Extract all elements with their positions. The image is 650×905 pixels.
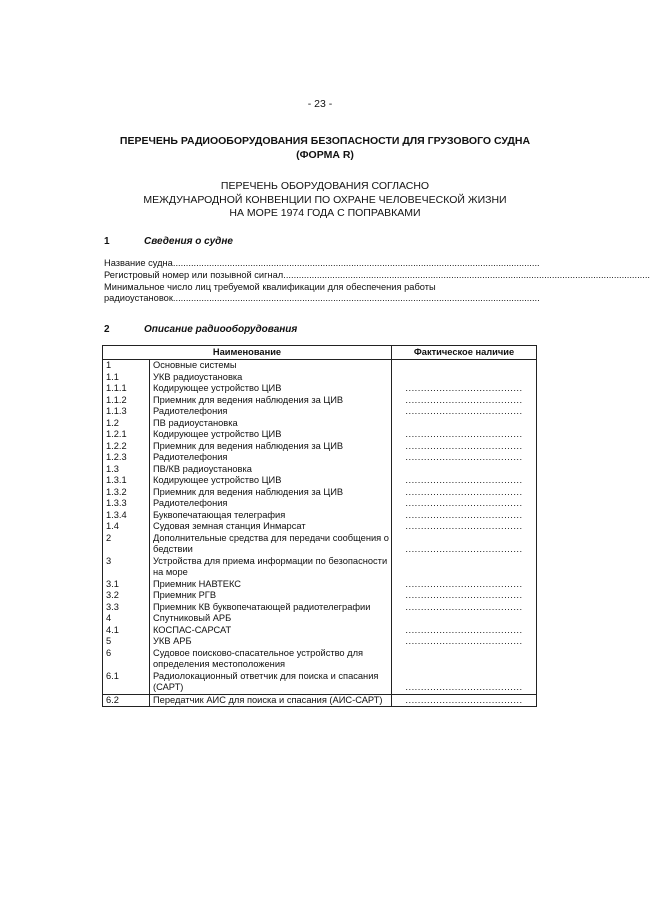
field-label: Минимальное число лиц требуемой квалификации для обеспечения работы <box>104 282 436 292</box>
row-equipment-name: Радиотелефония <box>150 406 392 418</box>
row-number: 1.3.4 <box>103 510 150 522</box>
row-equipment-name: КОСПАС-САРСАТ <box>150 625 392 637</box>
row-equipment-name: Приемник НАВТЕКС <box>150 579 392 591</box>
row-number: 1.3.3 <box>103 498 150 510</box>
field-reg-number <box>104 270 650 280</box>
row-equipment-name: Устройства для приема информации по безопасности на море <box>150 556 392 579</box>
row-availability <box>392 613 537 625</box>
row-number: 1.1.1 <box>103 383 150 395</box>
row-equipment-name: Приемник для ведения наблюдения за ЦИВ <box>150 487 392 499</box>
row-equipment-name: Кодирующее устройство ЦИВ <box>150 429 392 441</box>
row-number: 1.1 <box>103 372 150 384</box>
table-row <box>103 636 537 648</box>
row-number: 6.1 <box>103 671 150 695</box>
row-number: 4 <box>103 613 150 625</box>
row-availability: ...................................... <box>392 383 537 395</box>
row-number: 6.2 <box>103 694 150 707</box>
table-row <box>103 406 537 418</box>
row-equipment-name: Радиолокационный ответчик для поиска и спасания (САРТ) <box>150 671 392 695</box>
field-radio-installations <box>104 293 540 303</box>
row-availability: ...................................... <box>392 510 537 522</box>
row-number: 1.3 <box>103 464 150 476</box>
subtitle-line: ПЕРЕЧЕНЬ ОБОРУДОВАНИЯ СОГЛАСНО <box>220 180 430 192</box>
row-availability: ...................................... <box>392 475 537 487</box>
row-number: 1.1.3 <box>103 406 150 418</box>
row-availability: ...................................... <box>392 521 537 533</box>
field-ship-name <box>104 258 540 268</box>
table-row <box>103 372 537 384</box>
row-availability: ...................................... <box>392 694 537 707</box>
table-row <box>103 464 537 476</box>
row-number: 5 <box>103 636 150 648</box>
table-row <box>103 613 537 625</box>
row-availability: ...................................... <box>392 487 537 499</box>
row-availability <box>392 418 537 430</box>
field-fill-line: .............................................................................................................................................. <box>172 293 540 303</box>
row-availability <box>392 556 537 579</box>
row-equipment-name: Кодирующее устройство ЦИВ <box>150 383 392 395</box>
subtitle-line: МЕЖДУНАРОДНОЙ КОНВЕНЦИИ ПО ОХРАНЕ ЧЕЛОВЕЧЕСКОЙ ЖИЗНИ <box>143 193 507 206</box>
row-equipment-name: ПВ/КВ радиоустановка <box>150 464 392 476</box>
row-number: 3.2 <box>103 590 150 602</box>
row-availability: ...................................... <box>392 636 537 648</box>
col-header-availability: Фактическое наличие <box>392 346 537 360</box>
table-row <box>103 625 537 637</box>
title-line: ПЕРЕЧЕНЬ РАДИООБОРУДОВАНИЯ БЕЗОПАСНОСТИ ДЛЯ ГРУЗОВОГО СУДНА <box>119 135 531 147</box>
field-label: Регистровый номер или позывной сигнал <box>104 270 284 280</box>
row-number: 1 <box>103 360 150 372</box>
section-2-number: 2 <box>104 324 110 335</box>
row-equipment-name: УКВ АРБ <box>150 636 392 648</box>
table-row <box>103 648 537 671</box>
field-label: радиоустановок <box>104 293 173 303</box>
field-fill-line: .............................................................................................................................................. <box>283 270 650 280</box>
table-row <box>103 694 537 707</box>
row-availability: ...................................... <box>392 602 537 614</box>
row-equipment-name: УКВ радиоустановка <box>150 372 392 384</box>
row-availability: ...................................... <box>392 406 537 418</box>
row-availability: ...................................... <box>392 625 537 637</box>
table-row <box>103 602 537 614</box>
row-availability: ...................................... <box>392 579 537 591</box>
row-equipment-name: Основные системы <box>150 360 392 372</box>
row-number: 3.1 <box>103 579 150 591</box>
table-row <box>103 533 537 556</box>
title-line: (ФОРМА R) <box>296 149 354 161</box>
row-number: 1.4 <box>103 521 150 533</box>
row-number: 3 <box>103 556 150 579</box>
row-equipment-name: Передатчик АИС для поиска и спасания (АИС-САРТ) <box>150 694 392 707</box>
row-equipment-name: Буквопечатающая телеграфия <box>150 510 392 522</box>
row-number: 1.1.2 <box>103 395 150 407</box>
table-row <box>103 441 537 453</box>
section-1-title: Сведения о судне <box>144 236 233 247</box>
table-row <box>103 510 537 522</box>
row-availability <box>392 648 537 671</box>
row-equipment-name: Приемник для ведения наблюдения за ЦИВ <box>150 441 392 453</box>
row-availability: ...................................... <box>392 533 537 556</box>
table-row <box>103 487 537 499</box>
row-availability: ...................................... <box>392 498 537 510</box>
row-equipment-name: Радиотелефония <box>150 498 392 510</box>
col-header-name: Наименование <box>103 346 392 360</box>
table-row <box>103 360 537 372</box>
row-availability: ...................................... <box>392 429 537 441</box>
row-equipment-name: Приемник для ведения наблюдения за ЦИВ <box>150 395 392 407</box>
table-row <box>103 429 537 441</box>
row-number: 1.3.1 <box>103 475 150 487</box>
page-subtitle <box>60 180 590 221</box>
row-availability <box>392 360 537 372</box>
row-equipment-name: Приемник КВ буквопечатающей радиотелеграфии <box>150 602 392 614</box>
row-availability: ...................................... <box>392 590 537 602</box>
row-equipment-name: Судовая земная станция Инмарсат <box>150 521 392 533</box>
row-number: 2 <box>103 533 150 556</box>
section-2-title: Описание радиооборудования <box>144 324 298 335</box>
row-equipment-name: Приемник РГВ <box>150 590 392 602</box>
row-availability: ...................................... <box>392 671 537 695</box>
row-equipment-name: Дополнительные средства для передачи сообщения о бедствии <box>150 533 392 556</box>
row-number: 1.3.2 <box>103 487 150 499</box>
subtitle-line: НА МОРЕ 1974 ГОДА С ПОПРАВКАМИ <box>229 207 421 219</box>
row-equipment-name: Радиотелефония <box>150 452 392 464</box>
row-number: 6 <box>103 648 150 671</box>
row-equipment-name: Кодирующее устройство ЦИВ <box>150 475 392 487</box>
row-availability <box>392 464 537 476</box>
row-number: 1.2.3 <box>103 452 150 464</box>
table-row <box>103 418 537 430</box>
field-label: Название судна <box>104 258 173 268</box>
page-number: - 23 - <box>307 98 333 110</box>
table-row <box>103 556 537 579</box>
equipment-table <box>102 345 537 707</box>
table-row <box>103 590 537 602</box>
row-number: 3.3 <box>103 602 150 614</box>
table-row <box>103 383 537 395</box>
row-availability: ...................................... <box>392 441 537 453</box>
row-number: 1.2.1 <box>103 429 150 441</box>
row-number: 1.2 <box>103 418 150 430</box>
table-row <box>103 521 537 533</box>
table-row <box>103 475 537 487</box>
row-equipment-name: Судовое поисково-спасательное устройство для определения местоположения <box>150 648 392 671</box>
equipment-table-body <box>103 360 537 707</box>
section-1-number: 1 <box>104 236 110 247</box>
table-row <box>103 671 537 695</box>
row-equipment-name: ПВ радиоустановка <box>150 418 392 430</box>
table-row <box>103 452 537 464</box>
row-number: 1.2.2 <box>103 441 150 453</box>
page-title <box>60 134 590 162</box>
table-row <box>103 498 537 510</box>
row-number: 4.1 <box>103 625 150 637</box>
row-equipment-name: Спутниковый АРБ <box>150 613 392 625</box>
row-availability: ...................................... <box>392 452 537 464</box>
row-availability <box>392 372 537 384</box>
row-availability: ...................................... <box>392 395 537 407</box>
table-row <box>103 395 537 407</box>
table-row <box>103 579 537 591</box>
field-min-persons <box>104 282 436 292</box>
field-fill-line: .............................................................................................................................................. <box>172 258 540 268</box>
